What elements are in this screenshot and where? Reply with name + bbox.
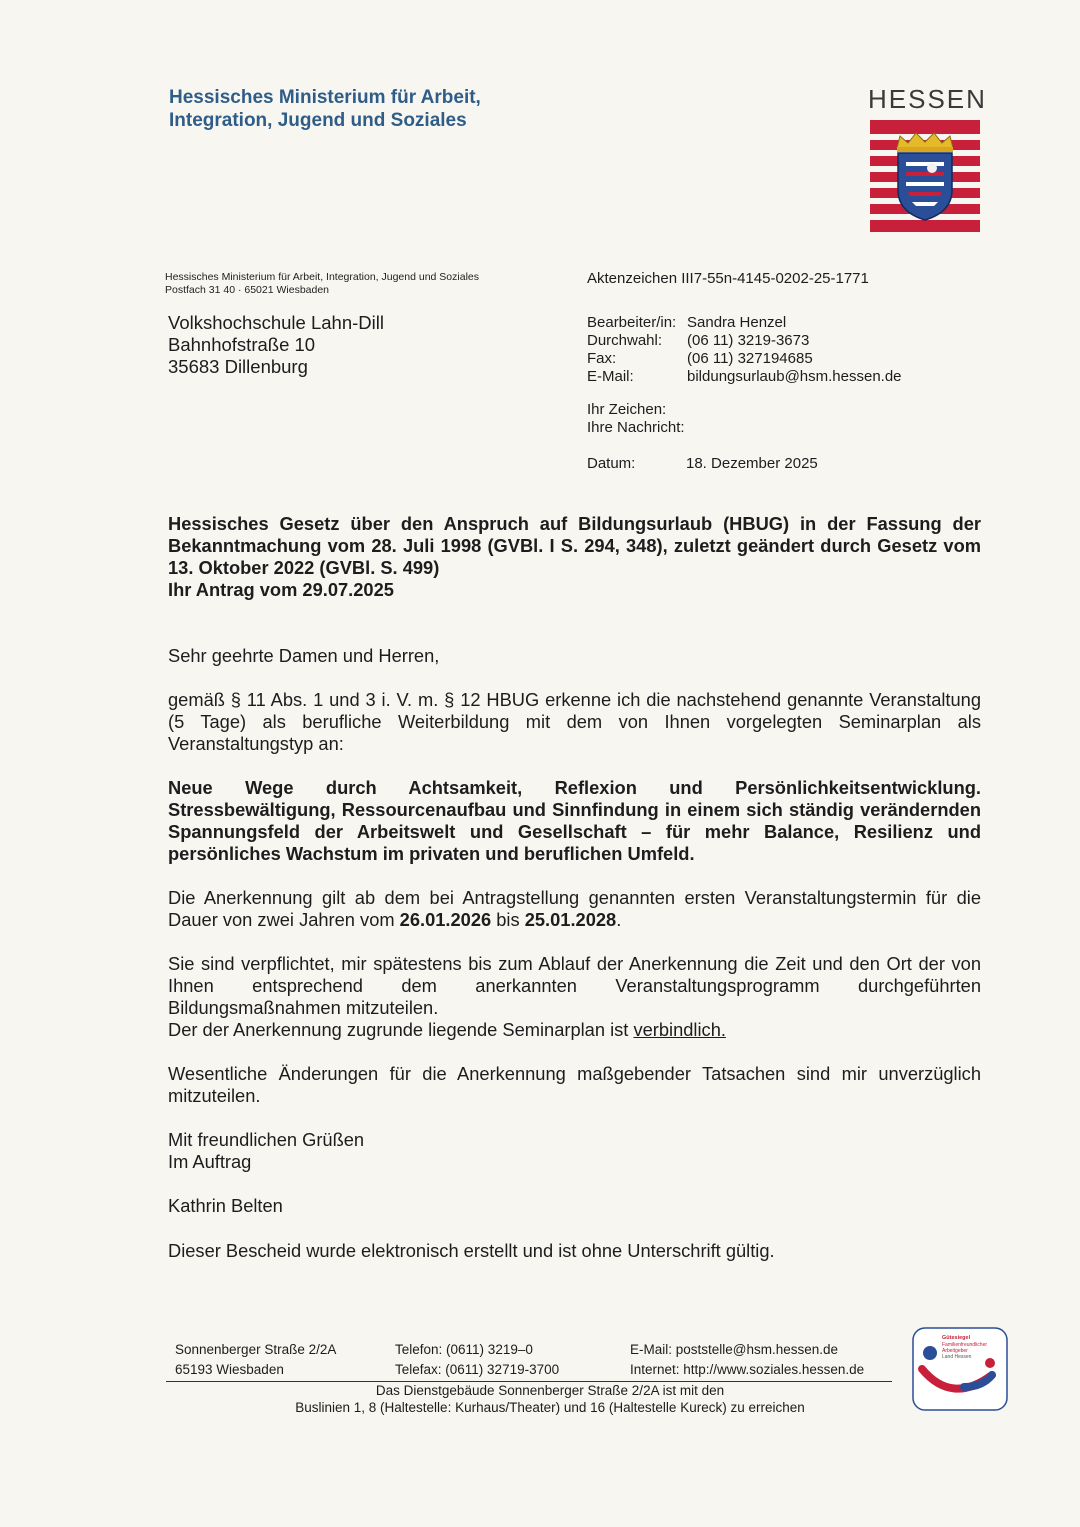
footer-internet: Internet: http://www.soziales.hessen.de (630, 1362, 865, 1377)
seal-line2: Familienfreundlicher (942, 1342, 988, 1348)
hessen-coat-of-arms-logo (870, 120, 980, 232)
contact-block (587, 314, 902, 386)
sender-line2: Postfach 31 40 · 65021 Wiesbaden (165, 284, 330, 296)
contact-extension-value: (06 11) 3219-3673 (687, 332, 810, 349)
your-message-label: Ihre Nachricht: (587, 419, 685, 436)
salutation: Sehr geehrte Damen und Herren, (168, 645, 440, 666)
family-friendly-employer-seal-logo (912, 1327, 1008, 1411)
file-reference: Aktenzeichen III7-55n-4145-0202-25-1771 (587, 270, 869, 287)
sender-line1: Hessisches Ministerium für Arbeit, Integration, Jugend und Soziales (165, 271, 479, 283)
subject-law: Hessisches Gesetz über den Anspruch auf Bildungsurlaub (HBUG) in der Fassung der Bekanntmachung vom 28. Juli 1998 (GVBl. I S. 294, 348), zuletzt geändert durch Gesetz vom 13. Oktober 2022 (GVBl. S. 499) (168, 513, 981, 578)
contact-extension-label: Durchwahl: (587, 332, 663, 349)
validity-to: 25.01.2028 (524, 909, 617, 930)
validity-from: 26.01.2026 (399, 909, 492, 930)
date-row (587, 455, 818, 472)
closing-greeting: Mit freundlichen Grüßen (168, 1129, 365, 1150)
footer-phone: Telefon: (0611) 3219–0 (395, 1342, 533, 1357)
recipient-street: Bahnhofstraße 10 (168, 334, 316, 355)
seminar-plan-line (168, 1019, 981, 1041)
footer-fax: Telefax: (0611) 32719-3700 (395, 1362, 560, 1377)
sender-address (165, 271, 479, 297)
seal-line1: Gütesiegel (942, 1335, 971, 1341)
course-title: Neue Wege durch Achtsamkeit, Reflexion und Persönlichkeitsentwicklung. Stressbewältigung, Ressourcenaufbau und Sinnfindung in einem sich ständig verändernden Spannungsfeld der Arbeitswelt und Gesellschaft – für mehr Balance, Resilienz und persönliches Wachstum im privaten und beruflichen Umfeld. (168, 777, 981, 864)
recipient-city: 35683 Dillenburg (168, 356, 308, 377)
validity-mid: bis (491, 909, 525, 930)
contact-handler-label: Bearbeiter/in: (587, 314, 677, 331)
footer-transit-note (240, 1382, 860, 1416)
contact-fax-label: Fax: (587, 350, 617, 367)
obligation-paragraph: Sie sind verpflichtet, mir spätestens bis zum Ablauf der Anerkennung die Zeit und den Ort der von Ihnen entsprechend dem anerkannten Veranstaltungsprogramm durchgeführten Bildungsmaßnahmen mitzuteilen. (168, 953, 981, 1018)
seal-line4: Land Hessen (942, 1354, 972, 1360)
subject (168, 513, 981, 601)
closing (168, 1129, 981, 1173)
intro-paragraph: gemäß § 11 Abs. 1 und 3 i. V. m. § 12 HBUG erkenne ich die nachstehend genannte Veranstaltung (5 Tage) als berufliche Weiterbildung mit dem von Ihnen vorgelegten Seminarplan als Veranstaltungstyp an: (168, 689, 981, 754)
signer-name: Kathrin Belten (168, 1195, 283, 1216)
recipient-name: Volkshochschule Lahn-Dill (168, 312, 384, 333)
validity-end: . (616, 909, 622, 930)
date-label: Datum: (587, 455, 636, 472)
date-value: 18. Dezember 2025 (686, 455, 818, 472)
electronic-note: Dieser Bescheid wurde elektronisch erstellt und ist ohne Unterschrift gültig. (168, 1240, 775, 1261)
closing-on-behalf: Im Auftrag (168, 1151, 252, 1172)
footer-address-city: 65193 Wiesbaden (175, 1362, 284, 1377)
state-name: HESSEN (868, 84, 987, 114)
ministry-name-line2: Integration, Jugend und Soziales (169, 110, 467, 131)
footer-transit-line2: Buslinien 1, 8 (Haltestelle: Kurhaus/Theater) und 16 (Haltestelle Kureck) zu erreichen (295, 1400, 805, 1415)
validity-prefix: Die Anerkennung gilt ab dem bei Antragstellung genannten ersten Veranstaltungstermin für die Dauer von zwei Jahren vom (168, 887, 981, 930)
contact-handler-value: Sandra Henzel (687, 314, 787, 331)
validity-paragraph (168, 887, 981, 931)
seminar-plan-binding: verbindlich. (633, 1019, 726, 1040)
your-references (587, 401, 685, 437)
ministry-name-line1: Hessisches Ministerium für Arbeit, (169, 87, 481, 108)
footer-email: E-Mail: poststelle@hsm.hessen.de (630, 1342, 839, 1357)
contact-email-value: bildungsurlaub@hsm.hessen.de (687, 368, 902, 385)
footer-address-street: Sonnenberger Straße 2/2A (175, 1342, 337, 1357)
changes-paragraph: Wesentliche Änderungen für die Anerkennung maßgebender Tatsachen sind mir unverzüglich mitzuteilen. (168, 1063, 981, 1106)
seminar-plan-prefix: Der der Anerkennung zugrunde liegende Seminarplan ist (168, 1019, 634, 1040)
subject-application: Ihr Antrag vom 29.07.2025 (168, 579, 394, 600)
contact-email-label: E-Mail: (587, 368, 634, 385)
footer-transit-line1: Das Dienstgebäude Sonnenberger Straße 2/2A ist mit den (375, 1383, 725, 1398)
seal-line3: Arbeitgeber (942, 1348, 968, 1354)
contact-fax-value: (06 11) 327194685 (687, 350, 813, 367)
your-reference-label: Ihr Zeichen: (587, 401, 667, 418)
recipient-address (168, 312, 384, 378)
ministry-name (169, 86, 481, 132)
